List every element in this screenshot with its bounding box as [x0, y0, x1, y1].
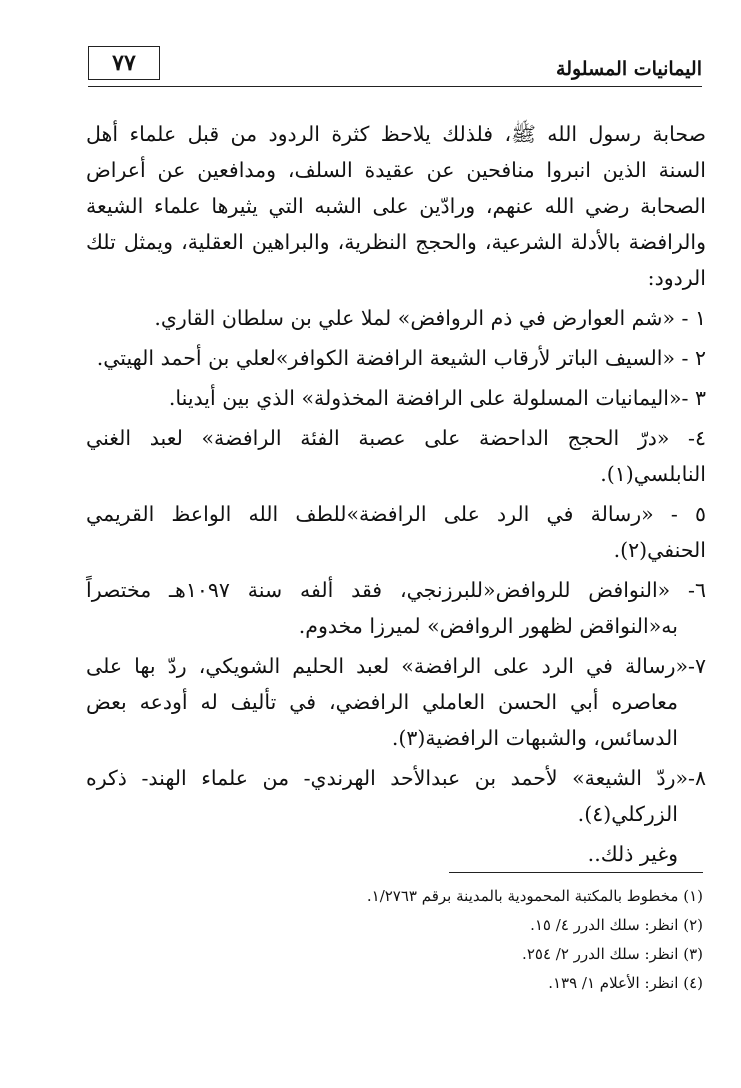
list-item: ٨-«ردّ الشيعة» لأحمد بن عبدالأحد الهرندي- من علماء الهند- ذكره الزركلي(٤).: [86, 766, 706, 826]
footnote: (٢) انظر: سلك الدرر ٤/ ١٥.: [530, 916, 703, 934]
main-text: [86, 116, 706, 872]
closing-line: وغير ذلك..: [587, 842, 678, 866]
list-item: ٧-«رسالة في الرد على الرافضة» لعبد الحليم الشويكي، ردّ بها على معاصره أبي الحسن العاملي الرافضي، في تأليف له أودعه بعض الدسائس، والشبهات الرافضية(٣).: [86, 654, 706, 750]
footnotes: [63, 882, 703, 998]
page-number: ٧٧: [88, 46, 160, 80]
refutations-list: [86, 300, 706, 832]
page-header: [88, 46, 702, 90]
list-item: ٦- «النوافض للروافض«للبرزنجي، فقد ألفه سنة ١٠٩٧هـ مختصراً به«النواقض لظهور الروافض» لميرزا مخدوم.: [86, 578, 706, 638]
list-item: ١ - «شم العوارض في ذم الروافض» لملا علي بن سلطان القاري.: [154, 306, 706, 330]
footnote: (١) مخطوط بالمكتبة المحمودية بالمدينة برقم ١/٢٧٦٣.: [366, 887, 703, 905]
list-item: ٢ - «السيف الباتر لأرقاب الشيعة الرافضة الكوافر»لعلي بن أحمد الهيتي.: [96, 346, 706, 370]
footnote: (٣) انظر: سلك الدرر ٢/ ٢٥٤.: [522, 945, 703, 963]
footnote: (٤) انظر: الأعلام ١/ ١٣٩.: [548, 974, 703, 992]
list-item: ٤- «درّ الحجج الداحضة على عصبة الفئة الرافضة» لعبد الغني النابلسي(١).: [86, 426, 706, 486]
header-rule: [88, 86, 702, 87]
running-title: اليمانيات المسلولة: [556, 58, 702, 80]
footnote-separator: [449, 872, 703, 873]
list-item: ٥ - «رسالة في الرد على الرافضة»للطف الله الواعظ القريمي الحنفي(٢).: [86, 502, 706, 562]
list-item: ٣ -«اليمانيات المسلولة على الرافضة المخذولة» الذي بين أيدينا.: [168, 386, 706, 410]
intro-paragraph: صحابة رسول الله ﷺ، فلذلك يلاحظ كثرة الردود من قبل علماء أهل السنة الذين انبروا منافحين عن عقيدة السلف، ومدافعين عن أعراض الصحابة رضي الله عنهم، ورادّين على الشبه التي يثيرها علماء الشيعة والرافضة بالأدلة الشرعية، والحجج النظرية، والبراهين العقلية، ويمثل تلك الردود:: [86, 122, 706, 290]
